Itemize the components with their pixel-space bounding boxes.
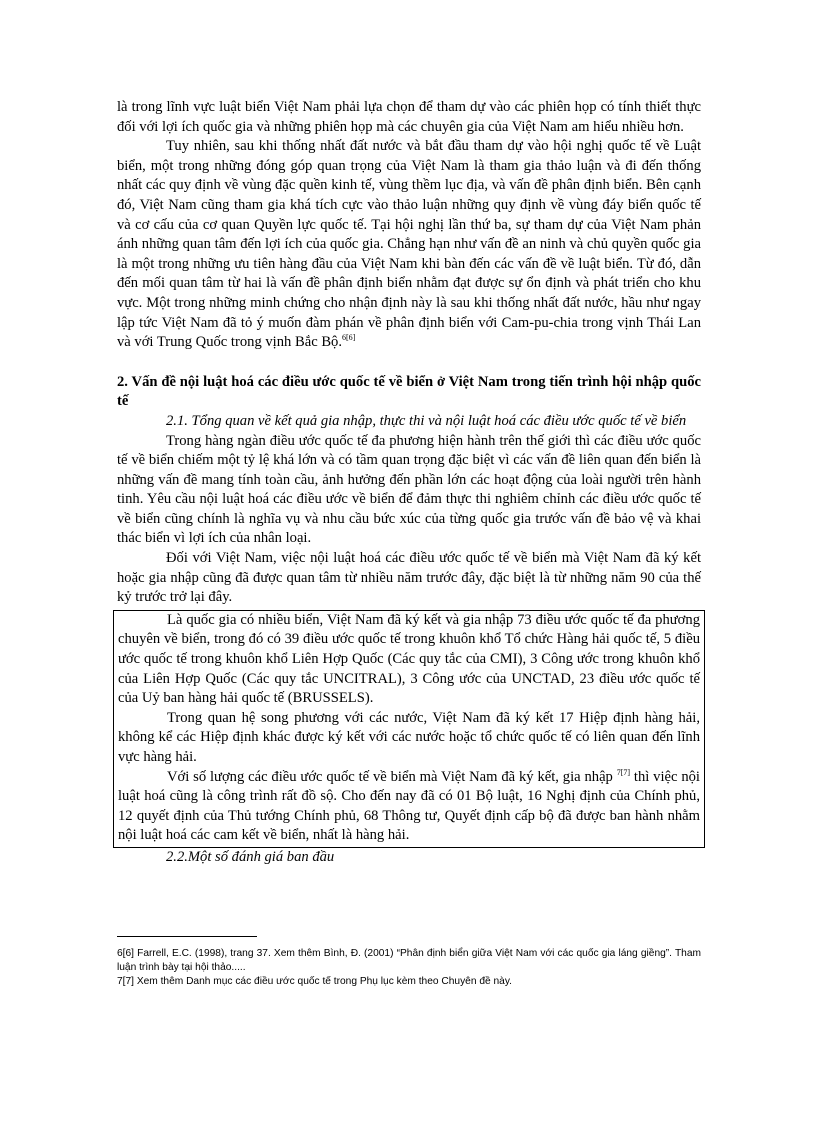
footnote-6: 6[6] Farrell, E.C. (1998), trang 37. Xem thêm Bình, Đ. (2001) “Phân định biển giữa Việt Nam với các quốc gia láng giềng”. Tham luận trình bày tại hội thảo..... (117, 948, 701, 973)
paragraph-treaties: Trong hàng ngàn điều ước quốc tế đa phương hiện hành trên thế giới thì các điều ước quốc tế về biển chiếm một tỷ lệ khá lớn và có tầm quan trọng đặc biệt vì các vấn đề liên quan đến biển là những vấn đề mang tính toàn cầu, ảnh hưởng đến phần lớn các hoạt động của loài người trên hành tinh. Yêu cầu nội luật hoá các điều ước về biển để đảm thực thi nghiêm chỉnh các điều ước quốc tế về biển cũng chính là nghĩa vụ và nhu cầu bức xúc của từng quốc gia trước vấn đề bảo vệ và khai thác biển vì lợi ích của nhân loại. (117, 432, 701, 547)
paragraph-continued: là trong lĩnh vực luật biển Việt Nam phải lựa chọn để tham dự vào các phiên họp có tính thiết thực đối với lợi ích quốc gia và những phiên họp mà các chuyên gia của Việt Nam am hiểu nhiều hơn. (117, 99, 701, 135)
subsection-heading-2-1: 2.1. Tổng quan về kết quả gia nhập, thực thi và nội luật hoá các điều ước quốc tế về biển (166, 412, 687, 429)
section-heading: 2. Vấn đề nội luật hoá các điều ước quốc tế về biển ở Việt Nam trong tiến trình hội nhập quốc tế (117, 373, 701, 410)
paragraph-however-text: Tuy nhiên, sau khi thống nhất đất nước và bắt đầu tham dự vào hội nghị quốc tế về Luật biển, một trong những đóng góp quan trọng của Việt Nam là tham gia thảo luận và đi đến thống nhất các quy định về vùng đặc quền kinh tế, vùng thềm lục địa, và vấn đề phân định biển. Bên cạnh đó, Việt Nam cũng tham gia khá tích cực vào thảo luận những quy định về vùng đáy biển quốc tế và cơ cấu của cơ quan Quyền lực quốc tế. Tại hội nghị lần thứ ba, sự tham dự của Việt Nam phản ánh những quan tâm đến lợi ích của quốc gia. Chẳng hạn như vấn đề an ninh và chủ quyền quốc gia là một trong những ưu tiên hàng đầu của Việt Nam khi bàn đến các vấn đề về luật biển. Từ đó, dẫn đến mối quan tâm từ hai là vấn đề phân định biển nhằm đạt được sự ổn định và phát triển cho khu vực. Một trong những minh chứng cho nhận định này là sau khi thống nhất đất nước, hầu như ngay lập tức Việt Nam đã tỏ ý muốn đàm phán về phân định biển với Cam-pu-chia trong vịnh Thái Lan và với Trung Quốc trong vịnh Bắc Bộ. (117, 138, 701, 351)
paragraph-however (117, 137, 701, 353)
box-paragraph-3 (118, 768, 700, 846)
footnotes (117, 936, 701, 989)
box-paragraph-3-b: thì việc nội luật hoá cũng là công trình rất đồ sộ. Cho đến nay đã có 01 Bộ luật, 16 Nghị định của Chính phủ, 12 quyết định của Thủ tướng Chính phủ, 68 Thông tư, Quyết định cấp bộ đã được ban hành nhằm nội luật hoá các cam kết về biển, nhất là hàng hải. (118, 768, 700, 844)
paragraph-vietnam: Đối với Việt Nam, việc nội luật hoá các điều ước quốc tế về biển mà Việt Nam đã ký kết hoặc gia nhập cũng đã được quan tâm từ nhiều năm trước đây, đặc biệt là từ những năm 90 của thế kỷ trước trở lại đây. (117, 550, 701, 606)
footnote-7: 7[7] Xem thêm Danh mục các điều ước quốc tế trong Phụ lục kèm theo Chuyên đề này. (117, 976, 512, 987)
box-paragraph-1: Là quốc gia có nhiều biển, Việt Nam đã ký kết và gia nhập 73 điều ước quốc tế đa phương chuyên về biển, trong đó có 39 điều ước quốc tế trong khuôn khổ Tổ chức Hàng hải quốc tế, 5 điều ước quốc tế trong khuôn khổ Liên Hợp Quốc (Các quy tắc của CMI), 3 Công ước trong khuôn khổ của Liên Hợp Quốc (Các quy tắc UNCITRAL), 3 Công ước của UNCTAD, 23 điều ước quốc tế của Uỷ ban hàng hải quốc tế (BRUSSELS). (118, 611, 700, 707)
footnote-ref-7[interactable]: 7[7] (616, 767, 631, 777)
footnote-ref-6[interactable]: 6[6] (342, 333, 356, 343)
box-paragraph-3-a: Với số lượng các điều ước quốc tế về biển mà Việt Nam đã ký kết, gia nhập (167, 768, 613, 785)
subsection-heading-2-2: 2.2.Một số đánh giá ban đầu (166, 848, 335, 865)
box-paragraph-2: Trong quan hệ song phương với các nước, Việt Nam đã ký kết 17 Hiệp định hàng hải, không kể các Hiệp định khác được ký kết với các nước hoặc tổ chức quốc tế có liên quan đến lĩnh vực hàng hải. (118, 709, 700, 765)
document-body (117, 98, 701, 868)
footnote-divider (117, 936, 257, 937)
boxed-text (113, 610, 705, 848)
